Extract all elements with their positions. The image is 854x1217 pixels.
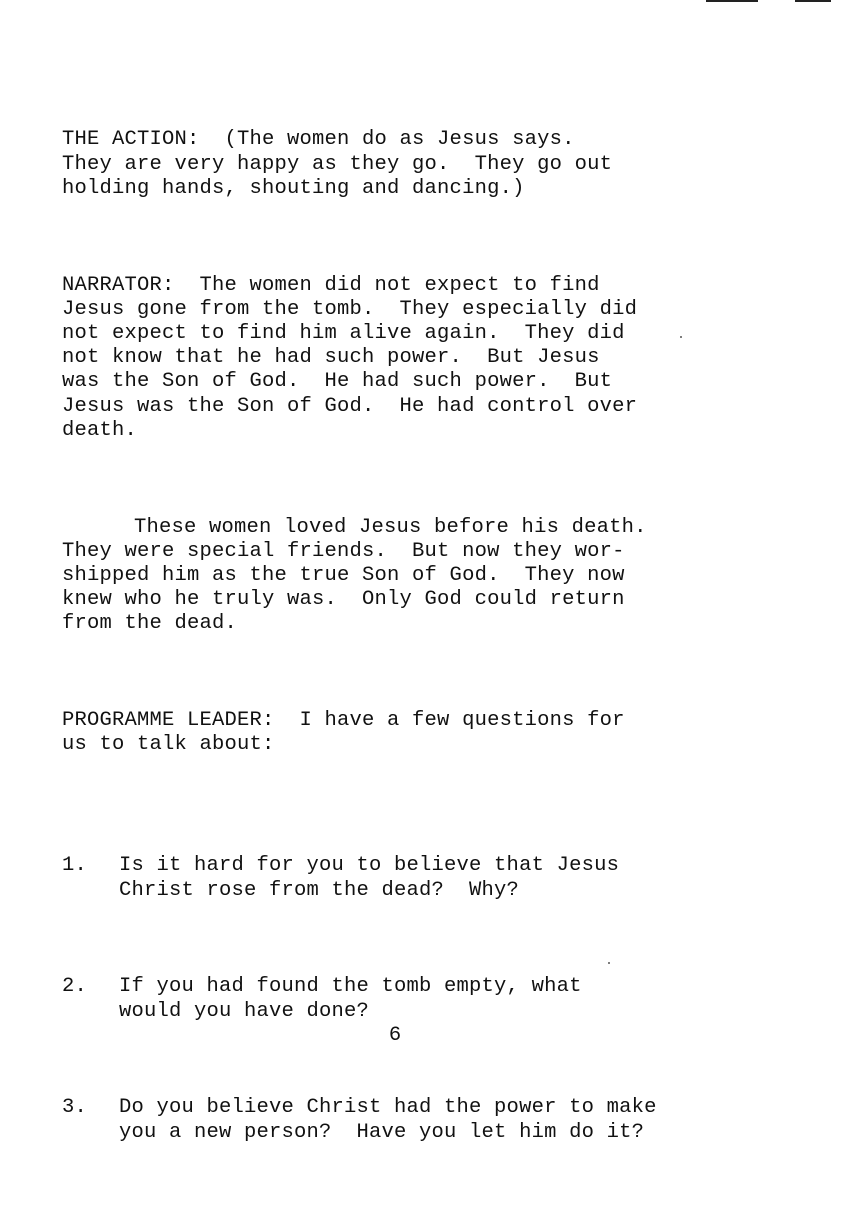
scan-edge-mark <box>795 0 831 2</box>
question-number: 2. <box>62 975 88 999</box>
action-paragraph: THE ACTION: (The women do as Jesus says. They are very happy as they go. They go out holding hands, shouting and dancing.) <box>62 128 613 200</box>
question-number: 3. <box>62 1096 88 1120</box>
question-text: If you had found the tomb empty, what would you have done? <box>119 975 582 1023</box>
question-number: 1. <box>62 854 88 878</box>
question-text: Do you believe Christ had the power to make you a new person? Have you let him do it? <box>119 1096 657 1144</box>
scan-edge-mark <box>706 0 758 2</box>
women-paragraph: These women loved Jesus before his death. They were special friends. But now they wor- shipped him as the true Son of God. They now knew who he truly was. Only God could return from the dead. <box>62 515 647 636</box>
page-number: 6 <box>388 1024 402 1047</box>
scan-speck <box>680 336 682 338</box>
question-item <box>62 975 762 1023</box>
scan-speck <box>608 962 610 964</box>
leader-paragraph: PROGRAMME LEADER: I have a few questions for us to talk about: <box>62 709 625 757</box>
question-item <box>62 1096 762 1144</box>
question-text: Is it hard for you to believe that Jesus Christ rose from the dead? Why? <box>119 854 620 902</box>
question-item <box>62 854 762 902</box>
narrator-paragraph: NARRATOR: The women did not expect to find Jesus gone from the tomb. They especially did not expect to find him alive again. They did not know that he had such power. But Jesus was the Son of God. He had such power. But Jesus was the Son of God. He had control over death. <box>62 273 638 442</box>
